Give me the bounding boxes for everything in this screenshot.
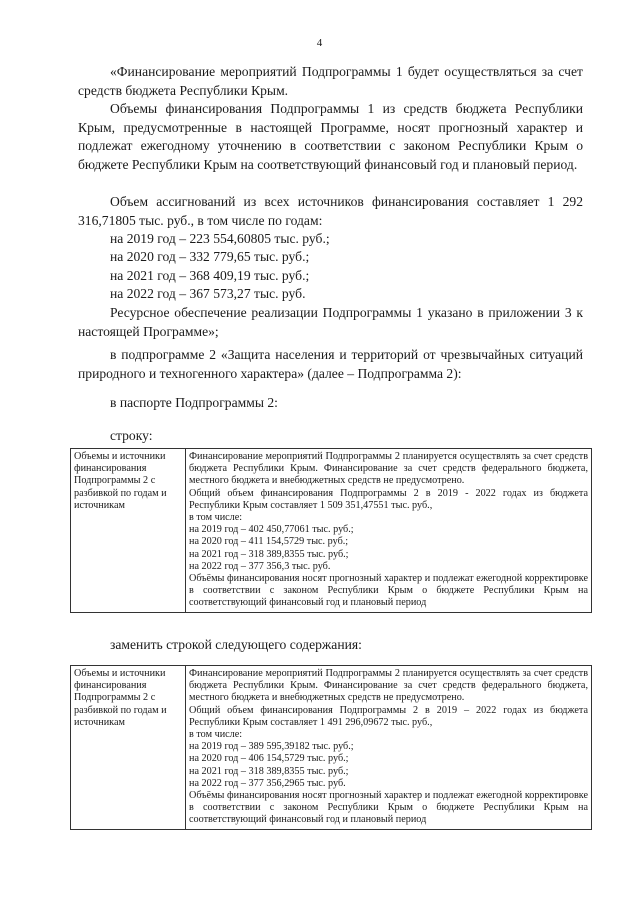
year-2019-value: на 2019 год – 389 595,39182 тыс. руб.; — [189, 741, 354, 753]
row-header-cell: Объемы и источники финансирования Подпрограммы 2 с разбивкой по годам и источникам — [71, 449, 186, 613]
financing-intro: Финансирование мероприятий Подпрограммы 2 планируется осуществлять за счет средств бюджета Республики Крым. Финансирование за счет средств федерального бюджета, местного бюджета и внебюджетных средств не предусмотрено. — [189, 451, 588, 487]
financing-total: Общий объем финансирования Подпрограммы 2 в 2019 – 2022 годах из бюджета Республики Крым составляет 1 491 296,09672 тыс. руб., — [189, 704, 588, 728]
table-row — [71, 449, 592, 613]
year-2019-value: на 2019 год – 402 450,77061 тыс. руб.; — [189, 524, 354, 536]
paragraph-resource-provision: Ресурсное обеспечение реализации Подпрограммы 1 указано в приложении 3 к настоящей Программе»; — [78, 305, 583, 339]
year-2022-value: на 2022 год – 377 356,2965 тыс. руб. — [189, 777, 346, 789]
row-label: строку: — [110, 428, 153, 443]
paragraph-subprogram-2: в подпрограмме 2 «Защита населения и территорий от чрезвычайных ситуаций природного и техногенного характера» (далее – Подпрограмма 2): — [78, 347, 583, 381]
year-2021-value: на 2021 год – 318 389,8355 тыс. руб.; — [189, 765, 349, 777]
financing-total: Общий объем финансирования Подпрограммы 2 в 2019 - 2022 годах из бюджета Республики Крым составляет 1 509 351,47551 тыс. руб., — [189, 487, 588, 511]
old-row-table — [70, 448, 592, 613]
financing-intro: Финансирование мероприятий Подпрограммы 2 планируется осуществлять за счет средств бюджета Республики Крым. Финансирование за счет средств федерального бюджета, местного бюджета и внебюджетных средств не предусмотрено. — [189, 668, 588, 704]
year-2021-value: на 2021 год – 318 389,8355 тыс. руб.; — [189, 548, 349, 560]
year-line-2022: на 2022 год – 367 573,27 тыс. руб. — [110, 286, 306, 301]
year-line-2020: на 2020 год – 332 779,65 тыс. руб.; — [110, 249, 310, 264]
year-2020-value: на 2020 год – 406 154,5729 тыс. руб.; — [189, 753, 349, 765]
year-line-2021: на 2021 год – 368 409,19 тыс. руб.; — [110, 268, 310, 283]
including-label: в том числе: — [189, 729, 243, 741]
year-2022-value: на 2022 год – 377 356,3 тыс. руб. — [189, 560, 331, 572]
financing-note: Объёмы финансирования носят прогнозный характер и подлежат ежегодной корректировке в соответствии с законом Республики Крым о бюджете Республики Крым на соответствующий финансовый год и плановый период — [189, 790, 588, 826]
table-row — [71, 666, 592, 830]
row-header-cell: Объемы и источники финансирования Подпрограммы 2 с разбивкой по годам и источникам — [71, 666, 186, 830]
row-content-cell — [186, 666, 592, 830]
page-number: 4 — [316, 37, 323, 49]
paragraph-financing-statement: «Финансирование мероприятий Подпрограммы 1 будет осуществляться за счет средств бюджета Республики Крым. — [78, 64, 583, 98]
paragraph-allocations-total: Объем ассигнований из всех источников финансирования составляет 1 292 316,71805 тыс. руб., в том числе по годам: — [78, 194, 583, 228]
paragraph-financing-volumes: Объемы финансирования Подпрограммы 1 из средств бюджета Республики Крым, предусмотренные в настоящей Программе, носят прогнозный характер и подлежат ежегодному уточнению в соответствии с законом Республики Крым о бюджете Республики Крым на соответствующий финансовый год и плановый период. — [78, 101, 583, 172]
replace-instruction: заменить строкой следующего содержания: — [110, 637, 362, 652]
year-2020-value: на 2020 год – 411 154,5729 тыс. руб.; — [189, 536, 349, 548]
new-row-table — [70, 665, 592, 830]
financing-note: Объёмы финансирования носят прогнозный характер и подлежат ежегодной корректировке в соответствии с законом Республики Крым о бюджете Республики Крым на соответствующий финансовый год и плановый период — [189, 573, 588, 609]
passport-heading: в паспорте Подпрограммы 2: — [110, 395, 278, 410]
including-label: в том числе: — [189, 512, 243, 524]
row-content-cell — [186, 449, 592, 613]
year-line-2019: на 2019 год – 223 554,60805 тыс. руб.; — [110, 231, 330, 246]
